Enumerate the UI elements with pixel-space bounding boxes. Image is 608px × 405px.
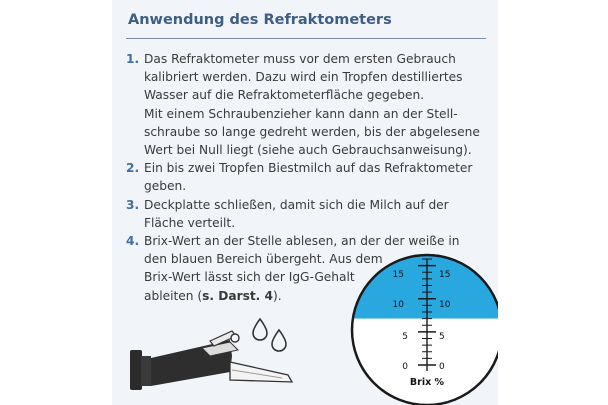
instruction-panel [112, 0, 498, 405]
page-title: Anwendung des Refraktometers [128, 12, 392, 28]
scale-label-left: 15 [392, 270, 404, 280]
blue-reading-area [342, 250, 498, 319]
step-line: Das Refraktometer muss vor dem ersten Gebrauch [144, 52, 456, 66]
step-line: Brix-Wert an der Stelle ablesen, an der der weiße in [144, 234, 460, 249]
scale-label-left: 10 [392, 300, 404, 310]
scale-label-left: 5 [402, 332, 408, 342]
step-line: Fläche verteilt. [144, 215, 236, 230]
scale-label-right: 5 [439, 332, 445, 342]
brix-scale-gauge [112, 0, 498, 405]
scale-label-left: 0 [402, 362, 408, 372]
figure-reference-link[interactable]: s. Darst. 4 [202, 288, 274, 303]
step-line-text: ableiten ( [144, 288, 203, 303]
step-line: geben. [144, 179, 187, 194]
scale-unit-label: Brix % [409, 377, 445, 388]
step-line: Mit einem Schraubenzieher kann dann an der Stell- [144, 106, 458, 121]
step-line: Wasser auf die Refraktometerfläche gegeben. [144, 88, 425, 103]
step-number: 1. [126, 52, 140, 66]
step-number: 3. [126, 197, 140, 212]
step-line: Ein bis zwei Tropfen Biestmilch auf das Refraktometer [144, 161, 473, 176]
step-line: den blauen Bereich übergeht. Aus dem [144, 252, 383, 267]
step-number: 2. [126, 161, 140, 176]
step-line: Deckplatte schließen, damit sich die Milch auf der [144, 197, 449, 212]
step-line-tail: ). [273, 288, 282, 303]
step-line: Brix-Wert lässt sich der IgG-Gehalt [144, 270, 355, 285]
step-line: Wert bei Null liegt (siehe auch Gebrauchsanweisung). [144, 143, 472, 158]
scale-label-right: 10 [439, 300, 451, 310]
step-number: 4. [126, 234, 140, 249]
scale-label-right: 15 [439, 270, 451, 280]
step-line: kalibriert werden. Dazu wird ein Tropfen destilliertes [144, 70, 463, 85]
step-line: schraube so lange gedreht werden, bis der abgelesene [144, 124, 480, 139]
scale-label-right: 0 [439, 362, 445, 372]
